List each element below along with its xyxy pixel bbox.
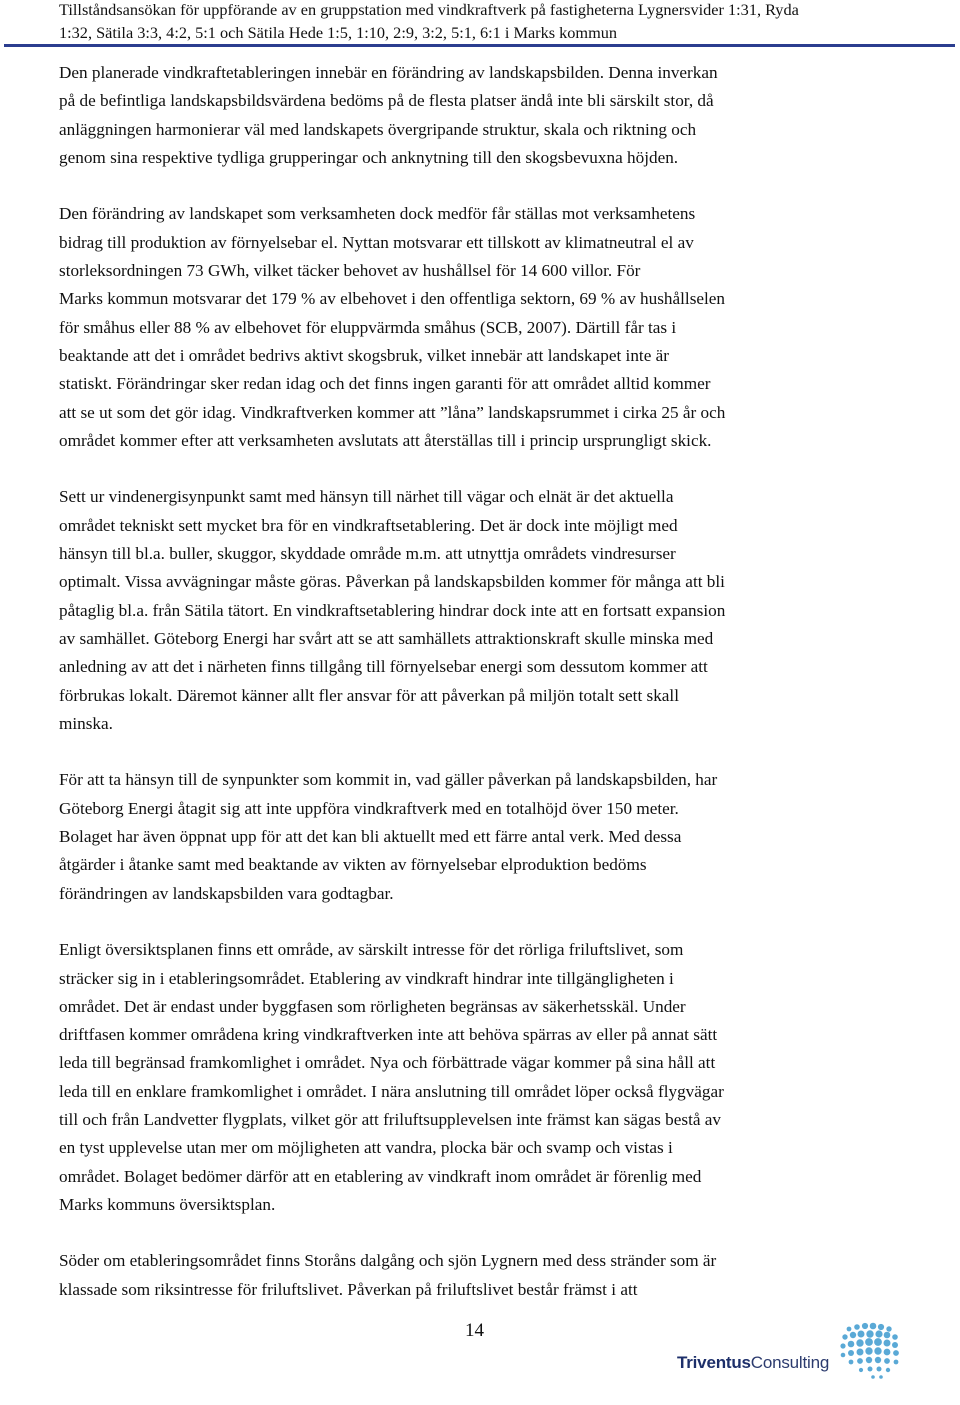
paragraph-1 [59, 59, 901, 172]
text-line: Enligt översiktsplanen finns ett område, av särskilt intresse för det rörliga friluftslivet, som [59, 940, 684, 960]
triventus-logo [677, 1321, 927, 1385]
page-header [59, 0, 939, 44]
text-line: Sett ur vindenergisynpunkt samt med hänsyn till närhet till vägar och elnät är det aktuella [59, 487, 674, 507]
page-number: 14 [465, 1320, 484, 1341]
text-line: området. Det är endast under byggfasen som rörligheten begränsas av säkerhetsskäl. Under [59, 996, 686, 1016]
text-line: minska. [59, 713, 113, 733]
logo-name: Triventus [677, 1353, 751, 1372]
text-line: leda till begränsad framkomlighet i området. Nya och förbättrade vägar kommer på sina håll att [59, 1053, 716, 1073]
paragraph-6 [59, 1247, 901, 1304]
text-line: Söder om etableringsområdet finns Storåns dalgång och sjön Lygnern med dess stränder som är [59, 1251, 717, 1271]
header-line-1: Tillståndsansökan för uppförande av en gruppstation med vindkraftverk på fastigheterna Lygnersvider 1:31, Ryda [59, 0, 799, 19]
document-body [59, 59, 901, 1332]
paragraph-2 [59, 200, 901, 455]
header-line-2: 1:32, Sätila 3:3, 4:2, 5:1 och Sätila Hede 1:5, 1:10, 2:9, 3:2, 5:1, 6:1 i Marks kommun [59, 23, 618, 42]
text-line: Marks kommun motsvarar det 179 % av elbehovet i den offentliga sektorn, 69 % av hushållselen [59, 289, 726, 309]
dotted-globe-icon [837, 1321, 905, 1385]
text-line: anläggningen harmonierar väl med landskapets övergripande struktur, skala och riktning och [59, 119, 697, 139]
text-line: klassade som riksintresse för friluftslivet. Påverkan på friluftslivet består främst i att [59, 1279, 638, 1299]
text-line: sträcker sig in i etableringsområdet. Etablering av vindkraft hindrar inte tillgängligheten i [59, 968, 674, 988]
text-line: leda till en enklare framkomlighet i området. I nära anslutning till området löper också flygvägar [59, 1081, 724, 1101]
text-line: på de befintliga landskapsbildsvärdena bedöms på de flesta platser ändå inte bli särskilt stor, då [59, 91, 714, 111]
logo-wordmark [677, 1353, 829, 1373]
text-line: anledning av att det i närheten finns tillgång till förnyelsebar energi som dessutom kommer att [59, 657, 708, 677]
text-line: optimalt. Vissa avvägningar måste göras. Påverkan på landskapsbilden kommer för många att bli [59, 572, 725, 592]
text-line: området. Bolaget bedömer därför att en etablering av vindkraft inom området är förenlig med [59, 1166, 702, 1186]
logo-suffix: Consulting [750, 1353, 830, 1372]
text-line: Den förändring av landskapet som verksamheten dock medför får ställas mot verksamhetens [59, 204, 696, 224]
text-line: till och från Landvetter flygplats, vilket gör att friluftsupplevelsen inte främst kan sägas bestå av [59, 1109, 721, 1129]
text-line: Göteborg Energi åtagit sig att inte uppföra vindkraftverk med en totalhöjd över 150 meter. [59, 798, 679, 818]
text-line: Marks kommuns översiktsplan. [59, 1194, 276, 1214]
text-line: Den planerade vindkraftetableringen innebär en förändring av landskapsbilden. Denna inverkan [59, 63, 718, 82]
text-line: beaktande att det i området bedrivs aktivt skogsbruk, vilket innebär att landskapet inte är [59, 345, 669, 365]
text-line: området kommer efter att verksamheten avslutats att återställas till i princip ursprungligt skick. [59, 430, 712, 450]
text-line: Bolaget har även öppnat upp för att det kan bli aktuellt med ett färre antal verk. Med dessa [59, 827, 682, 847]
text-line: genom sina respektive tydliga grupperingar och anknytning till den skogsbevuxna höjden. [59, 147, 679, 167]
text-line: av samhället. Göteborg Energi har svårt att se att samhällets attraktionskraft skulle minska med [59, 628, 714, 648]
text-line: storleksordningen 73 GWh, vilket täcker behovet av hushållsel för 14 600 villor. För [59, 261, 641, 281]
text-line: att se ut som det gör idag. Vindkraftverken kommer att ”låna” landskapsrummet i cirka 25 år och [59, 402, 726, 422]
text-line: en tyst upplevelse utan mer om möjligheten att vandra, plocka bär och svamp och vistas i [59, 1138, 673, 1158]
text-line: påtaglig bl.a. från Sätila tätort. En vindkraftsetablering hindrar dock inte att en fortsatt expansion [59, 600, 726, 620]
text-line: området tekniskt sett mycket bra för en vindkraftsetablering. Det är dock inte möjligt med [59, 515, 678, 535]
paragraph-3 [59, 483, 901, 738]
text-line: förändringen av landskapsbilden vara godtagbar. [59, 883, 394, 903]
header-divider [4, 44, 955, 47]
text-line: hänsyn till bl.a. buller, skuggor, skyddade område m.m. att utnyttja områdets vindresurser [59, 544, 676, 564]
text-line: förbrukas lokalt. Däremot känner allt fler ansvar för att påverkan på miljön totalt sett skall [59, 685, 679, 705]
text-line: statiskt. Förändringar sker redan idag och det finns ingen garanti för att området alltid kommer [59, 374, 711, 394]
text-line: driftfasen kommer områdena kring vindkraftverken inte att behöva spärras av eller på annat sätt [59, 1025, 718, 1045]
paragraph-5 [59, 936, 901, 1219]
text-line: för småhus eller 88 % av elbehovet för eluppvärmda småhus (SCB, 2007). Därtill får tas i [59, 317, 677, 337]
text-line: För att ta hänsyn till de synpunkter som kommit in, vad gäller påverkan på landskapsbilden, har [59, 770, 718, 790]
paragraph-4 [59, 766, 901, 907]
text-line: bidrag till produktion av förnyelsebar el. Nyttan motsvarar ett tillskott av klimatneutral el av [59, 232, 694, 252]
text-line: åtgärder i åtanke samt med beaktande av vikten av förnyelsebar elproduktion bedöms [59, 855, 647, 875]
